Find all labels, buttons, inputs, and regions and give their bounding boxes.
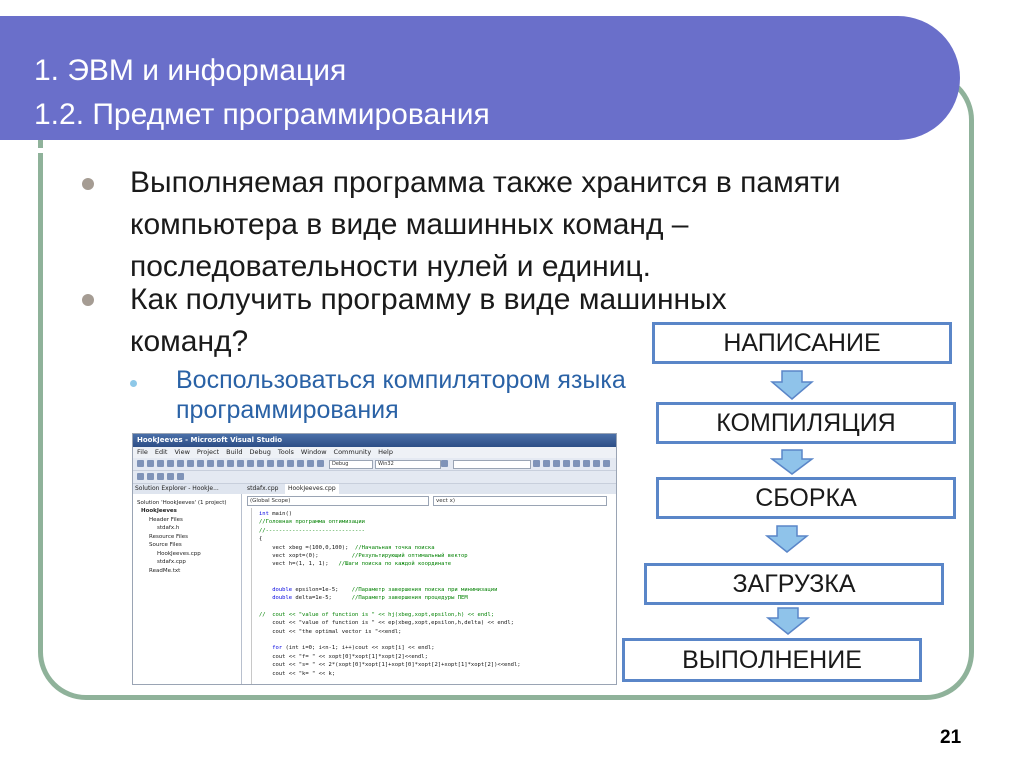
code-token: cout << "the optimal vector is "<<endl; — [259, 628, 402, 635]
sub-bullet-line-1: Воспользоваться компилятором языка — [176, 366, 626, 394]
toolbar-find-box — [453, 460, 531, 469]
page-number: 21 — [940, 727, 962, 748]
code-token: //Головная программа оптимизации — [259, 519, 365, 526]
toolbar-icon — [237, 460, 244, 467]
toolbar-icon — [147, 460, 154, 467]
code-token: vect xbeg =(100,0,100); — [259, 544, 356, 551]
code-line — [259, 527, 365, 535]
code-line — [259, 644, 435, 652]
toolbar-icon — [583, 460, 590, 467]
toolbar-icon — [167, 473, 174, 480]
code-token: // cout << "value of function is " << hj(xbeg,xopt,epsilon,h) << endl; — [259, 611, 495, 618]
ide-menu-item: Edit — [154, 448, 168, 456]
code-token: //Параметр завершения процедуры ПЕМ — [351, 595, 468, 601]
code-token: cout << "value of function is " << ep(xbeg,xopt,epsilon,h,delta) << endl; — [259, 620, 514, 627]
bullet-1-line-2: компьютера в виде машинных команд – — [130, 208, 689, 241]
bullet-2-line-1: Как получить программу в виде машинных — [130, 283, 727, 316]
toolbar-icon — [267, 460, 274, 467]
toolbar-icon — [187, 460, 194, 467]
down-arrow-icon — [770, 449, 814, 475]
code-token: cout << "k= " << k; — [259, 670, 336, 677]
ide-menu-item: Debug — [249, 448, 271, 456]
code-token: vect xopt=(0); — [259, 553, 352, 559]
bullet-1-line-3: последовательности нулей и единиц. — [130, 250, 652, 283]
code-line — [259, 535, 262, 543]
code-line — [259, 544, 435, 552]
toolbar-config-select: Debug — [329, 460, 373, 469]
slide-title: 1. ЭВМ и информация — [34, 54, 347, 87]
code-line — [259, 611, 494, 619]
code-token: cout << "s= " << 2*(xopt[0]*xopt[1]+xopt[0]*xopt[2]+xopt[1]*xopt[2])<<endl; — [259, 662, 521, 669]
toolbar-icon — [207, 460, 214, 467]
toolbar-icon — [247, 460, 254, 467]
slide-header — [0, 16, 960, 140]
down-arrow-icon — [766, 607, 810, 635]
code-token: cout << "f= " << xopt[0]*xopt[1]*xopt[2]<<endl; — [259, 653, 428, 660]
tree-item: ReadMe.txt — [149, 568, 181, 574]
ide-menu-item: View — [174, 448, 190, 456]
ide-menu-item: Window — [300, 448, 327, 456]
ide-toolbar-1 — [133, 458, 616, 471]
code-token: { — [259, 536, 263, 543]
toolbar-icon — [593, 460, 600, 467]
code-line — [259, 518, 365, 526]
toolbar-icon — [257, 460, 264, 467]
toolbar-icon — [573, 460, 580, 467]
code-line — [259, 653, 428, 661]
code-token: //Шаги поиска по каждой координате — [338, 561, 452, 568]
code-line — [259, 510, 292, 518]
solution-explorer — [133, 494, 242, 685]
toolbar-icon — [317, 460, 324, 467]
code-line — [259, 552, 468, 560]
flow-step-loading: ЗАГРУЗКА — [644, 563, 944, 605]
code-line — [259, 594, 468, 602]
toolbar-icon — [167, 460, 174, 467]
code-line — [259, 586, 497, 594]
toolbar-icon — [553, 460, 560, 467]
code-gutter — [251, 508, 252, 684]
slide-subtitle: 1.2. Предмет программирования — [34, 98, 490, 131]
tree-item: HookJeeves.cpp — [157, 551, 201, 557]
ide-toolbar-2 — [133, 471, 616, 484]
sub-bullet-text — [176, 365, 626, 425]
bullet-text-1 — [130, 162, 840, 288]
code-token: for — [259, 645, 283, 652]
code-token: //Результирующий оптимальный вектор — [351, 553, 468, 559]
flow-step-writing: НАПИСАНИЕ — [652, 322, 952, 364]
flow-step-compilation: КОМПИЛЯЦИЯ — [656, 402, 956, 444]
toolbar-icon — [177, 473, 184, 480]
code-token: main() — [268, 511, 293, 517]
toolbar-icon — [533, 460, 540, 467]
code-token: //Параметр завершения поиска при минимизации — [351, 586, 498, 593]
tree-item: Solution 'HookJeeves' (1 project) — [137, 500, 227, 506]
toolbar-icon — [297, 460, 304, 467]
toolbar-icon — [227, 460, 234, 467]
tab-solution-explorer: Solution Explorer - HookJe... — [135, 485, 219, 492]
tree-item: Header Files — [149, 517, 183, 523]
tree-item: HookJeeves — [141, 508, 177, 514]
tree-item: stdafx.h — [157, 525, 180, 531]
toolbar-icon — [287, 460, 294, 467]
ide-tab-strip — [133, 484, 617, 494]
code-token: epsilon=1e-5; — [292, 586, 352, 593]
code-token: delta=1e-5; — [292, 595, 352, 601]
toolbar-icon — [137, 473, 144, 480]
code-line — [259, 619, 514, 627]
toolbar-icon — [543, 460, 550, 467]
tree-item: stdafx.cpp — [157, 559, 186, 565]
toolbar-icon — [603, 460, 610, 467]
toolbar-icon — [197, 460, 204, 467]
code-token: int — [259, 511, 269, 517]
tab-hookjeeves: HookJeeves.cpp — [285, 484, 339, 494]
down-arrow-icon — [765, 525, 809, 553]
down-arrow-icon — [770, 370, 814, 400]
toolbar-icon — [217, 460, 224, 467]
ide-menu-item: Build — [226, 448, 243, 456]
toolbar-icon — [307, 460, 314, 467]
code-line — [259, 670, 335, 678]
ide-menu-item: Project — [196, 448, 220, 456]
ide-menu-item: Community — [333, 448, 372, 456]
toolbar-icon — [137, 460, 144, 467]
code-token: double — [259, 586, 293, 593]
ide-menu-item: Tools — [277, 448, 294, 456]
tab-stdafx: stdafx.cpp — [247, 485, 279, 492]
tree-item: Resource Files — [149, 534, 189, 540]
ide-window-title: HookJeeves - Microsoft Visual Studio — [133, 434, 616, 447]
code-token: vect h=(1, 1, 1); — [259, 561, 339, 568]
code-line — [259, 560, 451, 568]
code-token: double — [259, 595, 293, 601]
ide-menu-bar — [133, 447, 616, 458]
code-token: //Начальная точка поиска — [355, 544, 435, 551]
code-token: //------------------------------ — [259, 527, 365, 534]
sub-bullet-dot — [130, 380, 137, 387]
toolbar-icon — [157, 460, 164, 467]
toolbar-icon — [147, 473, 154, 480]
scope-dropdown: (Global Scope) — [247, 496, 429, 506]
ide-menu-item: Help — [378, 448, 393, 456]
bullet-dot — [82, 294, 94, 306]
ide-menu-item: File — [137, 448, 148, 456]
bullet-text-2 — [130, 279, 727, 363]
code-editor — [243, 494, 617, 685]
toolbar-icon — [157, 473, 164, 480]
toolbar-icon — [563, 460, 570, 467]
tree-item: Source Files — [149, 542, 182, 548]
toolbar-platform-select: Win32 — [375, 460, 441, 469]
code-token: (int i=0; i<n-1; i++)cout << xopt[i] << endl; — [282, 645, 435, 652]
flow-step-execution: ВЫПОЛНЕНИЕ — [622, 638, 922, 682]
toolbar-icon — [177, 460, 184, 467]
bullet-dot — [82, 178, 94, 190]
bullet-1-line-1: Выполняемая программа также хранится в памяти — [130, 166, 841, 199]
code-line — [259, 628, 401, 636]
member-dropdown: vect x) — [433, 496, 607, 506]
toolbar-icon — [277, 460, 284, 467]
code-line — [259, 661, 521, 669]
toolbar-icon — [441, 460, 448, 467]
ide-screenshot — [132, 433, 617, 685]
bullet-2-line-2: команд? — [130, 325, 249, 358]
header-divider — [0, 148, 906, 153]
flow-step-linking: СБОРКА — [656, 477, 956, 519]
sub-bullet-line-2: программирования — [176, 396, 399, 424]
